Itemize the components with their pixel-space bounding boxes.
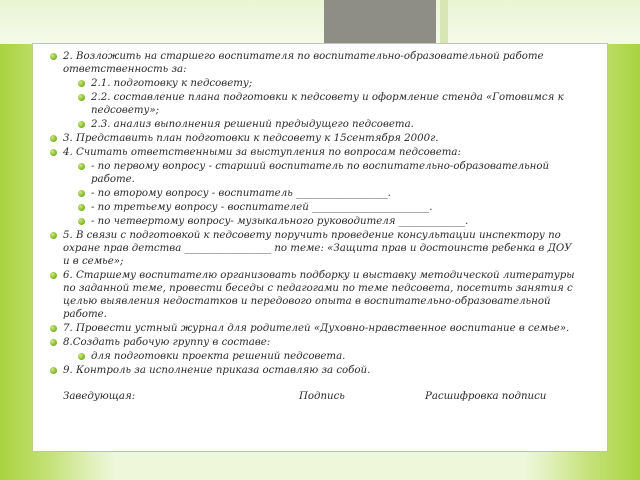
- bullet-icon: [78, 121, 85, 128]
- list-item: [33, 322, 609, 335]
- list-item-text: - по первому вопросу - старший воспитатель по воспитательно-образовательной работе.: [91, 161, 550, 185]
- bullet-icon: [50, 135, 57, 142]
- signature-head-label: Заведующая:: [63, 391, 136, 402]
- list-item: [33, 201, 609, 214]
- list-item: [33, 215, 609, 228]
- bullet-icon: [78, 94, 85, 101]
- list-item: [33, 50, 609, 76]
- bullet-icon: [50, 272, 57, 279]
- list-item-text: 8.Создать рабочую группу в составе:: [63, 337, 271, 348]
- list-item: [33, 229, 609, 268]
- list-item-text: 2.2. составление плана подготовки к педсовету и оформление стенда «Готовимся к педсовету»;: [91, 92, 564, 116]
- bullet-icon: [50, 232, 57, 239]
- bullet-icon: [50, 53, 57, 60]
- list-item-text: 2.3. анализ выполнения решений предыдущего педсовета.: [91, 119, 414, 130]
- bullet-icon: [50, 339, 57, 346]
- list-item-text: для подготовки проекта решений педсовета.: [91, 351, 346, 362]
- signature-line: [33, 390, 609, 404]
- list-item: [33, 160, 609, 186]
- list-item-text: 4. Считать ответственными за выступления по вопросам педсовета:: [63, 147, 461, 158]
- list-item-text: 2. Возложить на старшего воспитателя по воспитательно-образовательной работе ответственность за:: [63, 51, 544, 75]
- list-item: [33, 91, 609, 117]
- list-item: [33, 132, 609, 145]
- slide-page: [32, 43, 608, 452]
- list-item-text: 7. Провести устный журнал для родителей «Духовно-нравственное воспитание в семье».: [63, 323, 570, 334]
- list-item-text: - по четвертому вопросу- музыкального руководителя _____________.: [91, 216, 469, 227]
- list-item: [33, 364, 609, 377]
- list-item-text: - по второму вопросу - воспитатель __________________.: [91, 188, 391, 199]
- list-item-text: 9. Контроль за исполнение приказа оставляю за собой.: [63, 365, 371, 376]
- bullet-icon: [50, 325, 57, 332]
- list-item-text: - по третьему вопросу - воспитателей _______________________.: [91, 202, 433, 213]
- decorative-header-strip: [440, 0, 448, 44]
- decorative-header-block: [324, 0, 436, 44]
- list-item: [33, 350, 609, 363]
- signature-decode-label: Расшифровка подписи: [425, 391, 547, 402]
- list-item: [33, 118, 609, 131]
- document-body: [33, 50, 609, 404]
- bullet-icon: [78, 353, 85, 360]
- bullet-icon: [50, 367, 57, 374]
- bullet-icon: [78, 218, 85, 225]
- list-item-text: 5. В связи с подготовкой к педсовету поручить проведение консультации инспектору по охране прав детства _________________ по теме: «Защита прав и достоинств ребенка в ДОУ и в семье»;: [63, 230, 572, 267]
- list-item: [33, 269, 609, 321]
- list-item-text: 2.1. подготовку к педсовету;: [91, 78, 253, 89]
- list-item-text: 6. Старшему воспитателю организовать подборку и выставку методической литературы по заданной теме, провести беседы с педагогами по теме педсовета, посетить занятия с целью выявления недостатков и передового опыта в воспитательно-образовательной работе.: [63, 270, 575, 320]
- list-item: [33, 146, 609, 159]
- list-item: [33, 187, 609, 200]
- list-item: [33, 336, 609, 349]
- list-item: [33, 77, 609, 90]
- bullet-icon: [78, 204, 85, 211]
- bullet-icon: [78, 163, 85, 170]
- top-band: [0, 0, 640, 44]
- bullet-icon: [50, 149, 57, 156]
- signature-sign-label: Подпись: [299, 391, 345, 402]
- bullet-icon: [78, 190, 85, 197]
- bullet-icon: [78, 80, 85, 87]
- spacer: [33, 378, 609, 390]
- list-item-text: 3. Представить план подготовки к педсовету к 15сентября 2000г.: [63, 133, 439, 144]
